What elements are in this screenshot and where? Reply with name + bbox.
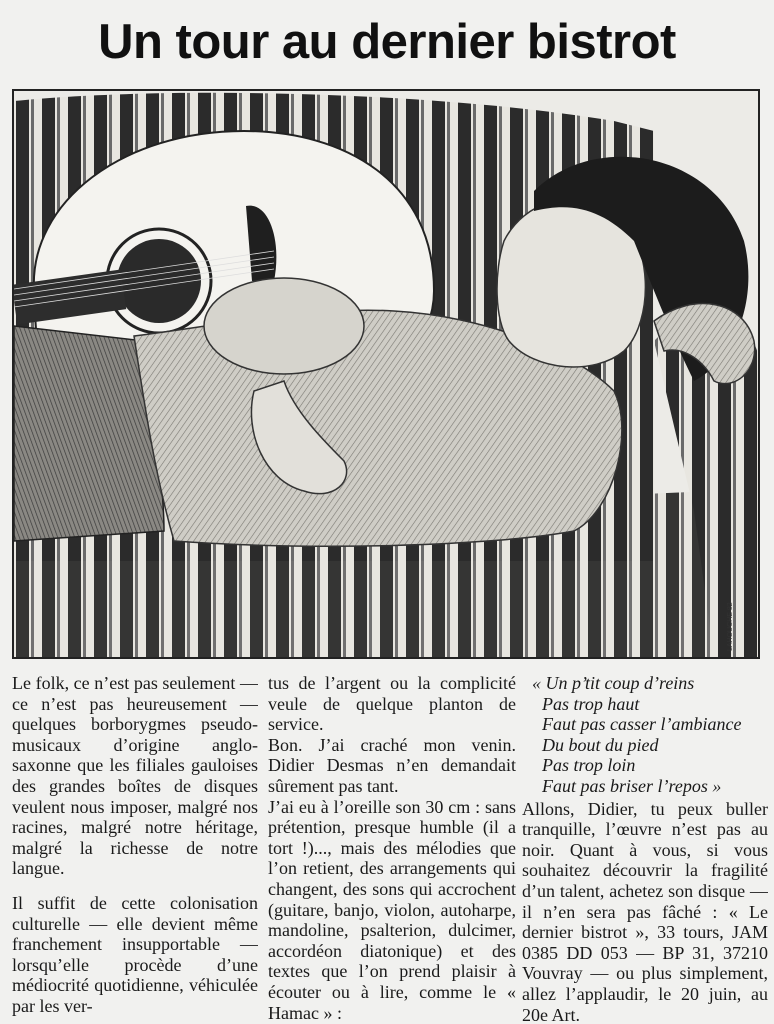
paragraph: Allons, Didier, tu peux buller tranquille, l’œuvre n’est pas au noir. Quant à vous, si vous souhaitez découvrir la fragilité d’un talent, achetez son disque — il n’en sera pas fâché : « Le dernier bistrot », 33 tours, JAM 0385 DD 053 — BP 31, 37210 Vouvray — ou plus simplement, allez l’applaudir, le 20 juin, au 20e Art. <box>522 798 768 1024</box>
illustration-drawing <box>14 91 758 657</box>
artist-signature: LAHOUCHE 82 <box>727 602 734 651</box>
lyric-line: Du bout du pied <box>542 734 659 755</box>
illustration-man-guitar-sofa <box>12 89 760 659</box>
article-column-1 <box>12 673 258 1024</box>
paragraph: Le folk, ce n’est pas seulement — ce n’est pas heureusement — quelques borborygmes pseudo-musicaux d’origine anglo-saxonne que les filiales gauloises des grandes boîtes de disques veulent nous imposer, malgré nos racines, malgré notre héritage, malgré la richesse de notre langue. <box>12 673 258 879</box>
article-headline: Un tour au dernier bistrot <box>98 15 676 69</box>
lyric-line: « Un p’tit coup d’reins <box>532 673 695 693</box>
article-column-3 <box>522 673 768 1024</box>
paragraph: J’ai eu à l’oreille son 30 cm : sans prétention, presque humble (il a tort !)..., mais des mélodies que l’on retient, des arrangements qui changent, des sons qui accrochent (guitare, banjo, violon, autoharpe, mandoline, psalterion, dulcimer, accordéon diatonique) et des textes que l’on prend plaisir à écouter ou à lire, comme le « Hamac » : <box>268 796 516 1023</box>
paragraph: Il suffit de cette colonisation culturelle — elle devient même franchement insupportable — lorsqu’elle procède d’une médiocrité quotidienne, véhiculée par les ver- <box>12 892 258 1016</box>
article-column-2 <box>268 673 516 1024</box>
lyric-line: Faut pas casser l’ambiance <box>542 714 742 735</box>
song-lyrics-quote <box>522 673 768 797</box>
paragraph: Bon. J’ai craché mon venin. Didier Desmas n’en demandait sûrement pas tant. <box>268 734 516 796</box>
paragraph: tus de l’argent ou la complicité veule de quelque planton de service. <box>268 673 516 735</box>
lyric-line: Pas trop loin <box>542 755 636 776</box>
lyric-line: Pas trop haut <box>542 693 640 714</box>
lyric-line: Faut pas briser l’repos » <box>542 775 722 796</box>
